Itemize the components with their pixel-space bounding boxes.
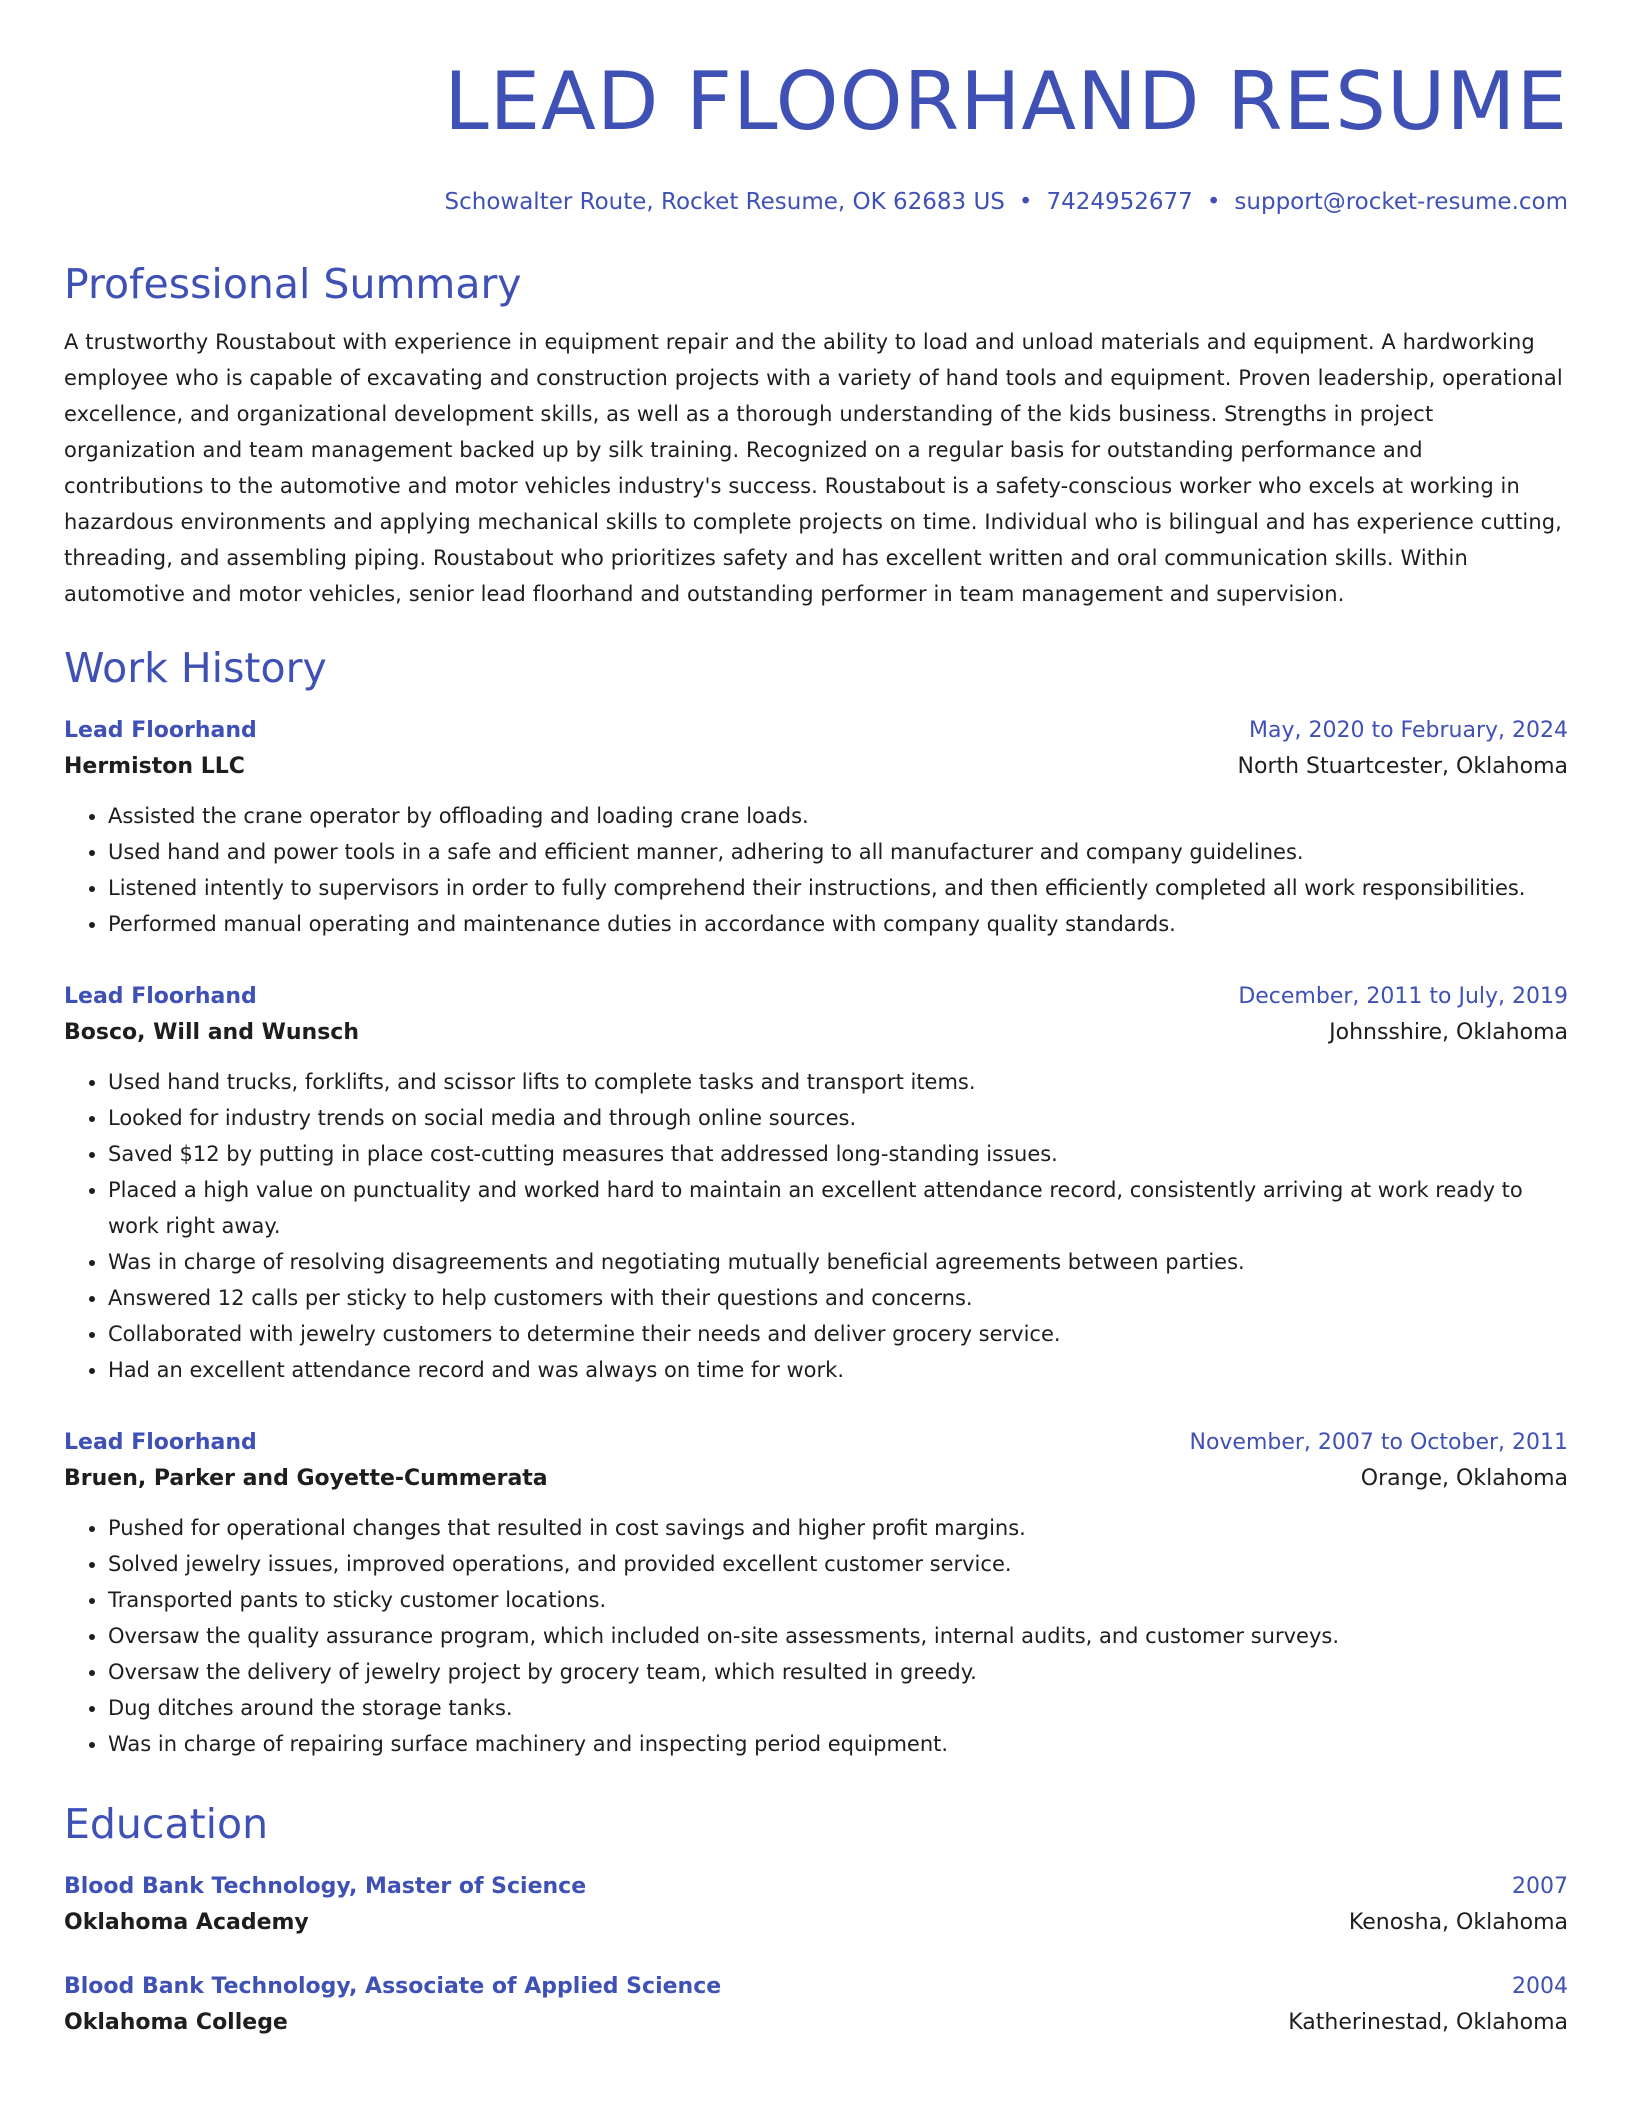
job-title: Lead Floorhand [64,718,257,743]
job-company: Bosco, Will and Wunsch [64,1020,360,1045]
job-bullet: • Was in charge of resolving disagreements and negotiating mutually beneficial agreements between parties. [108,1244,1568,1280]
contact-email: support@rocket-resume.com [1234,189,1568,215]
education-location: Katherinestad, Oklahoma [1288,2010,1568,2035]
resume-title: LEAD FLOORHAND RESUME [444,55,1568,148]
job-bullet: • Placed a high value on punctuality and worked hard to maintain an excellent attendance record, consistently arriving at work ready to work right away. [108,1172,1568,1244]
education-year: 2007 [1512,1874,1568,1899]
job-bullet: • Transported pants to sticky customer locations. [108,1582,1568,1618]
contact-address: Schowalter Route, Rocket Resume, OK 62683 US [444,189,1005,215]
job-bullet: • Used hand trucks, forklifts, and scissor lifts to complete tasks and transport items. [108,1064,1568,1100]
job-entry [64,1426,1568,1762]
job-dates: December, 2011 to July, 2019 [1238,984,1568,1009]
job-title: Lead Floorhand [64,984,257,1009]
education-school: Oklahoma College [64,2010,288,2035]
contact-line [64,186,1568,218]
job-bullets [64,1064,1568,1388]
job-location: North Stuartcester, Oklahoma [1237,754,1568,779]
job-bullet: • Collaborated with jewelry customers to determine their needs and deliver grocery service. [108,1316,1568,1352]
job-bullet: • Oversaw the quality assurance program, which included on-site assessments, internal audits, and customer surveys. [108,1618,1568,1654]
education-school: Oklahoma Academy [64,1910,309,1935]
job-bullet: • Pushed for operational changes that resulted in cost savings and higher profit margins. [108,1510,1568,1546]
education-entry [64,1870,1568,1942]
education-location: Kenosha, Oklahoma [1348,1910,1568,1935]
education-entry [64,1970,1568,2042]
job-entry [64,980,1568,1388]
job-dates: May, 2020 to February, 2024 [1249,718,1568,743]
job-location: Johnsshire, Oklahoma [1329,1020,1568,1045]
job-bullet: • Saved $12 by putting in place cost-cutting measures that addressed long-standing issues. [108,1136,1568,1172]
job-dates: November, 2007 to October, 2011 [1189,1430,1568,1455]
job-bullets [64,1510,1568,1762]
education-heading: Education [64,1800,269,1848]
job-bullet: • Solved jewelry issues, improved operations, and provided excellent customer service. [108,1546,1568,1582]
job-company: Hermiston LLC [64,754,245,779]
job-bullet: • Answered 12 calls per sticky to help customers with their questions and concerns. [108,1280,1568,1316]
contact-separator: • [1018,189,1033,215]
contact-separator: • [1206,189,1221,215]
job-bullet: • Assisted the crane operator by offloading and loading crane loads. [108,798,1568,834]
job-bullet: • Listened intently to supervisors in order to fully comprehend their instructions, and then efficiently completed all work responsibilities. [108,870,1568,906]
job-bullet: • Performed manual operating and maintenance duties in accordance with company quality standards. [108,906,1568,942]
summary-heading: Professional Summary [64,260,522,308]
education-year: 2004 [1512,1974,1568,1999]
job-bullet: • Was in charge of repairing surface machinery and inspecting period equipment. [108,1726,1568,1762]
job-title: Lead Floorhand [64,1430,257,1455]
work-history-heading: Work History [64,644,327,692]
job-location: Orange, Oklahoma [1360,1466,1568,1491]
education-degree: Blood Bank Technology, Master of Science [64,1874,587,1899]
summary-text: A trustworthy Roustabout with experience in equipment repair and the ability to load and unload materials and equipment. A hardworking employee who is capable of excavating and construction projects with a variety of hand tools and equipment. Proven leadership, operational excellence, and organizational development skills, as well as a thorough understanding of the kids business. Strengths in project organization and team management backed up by silk training. Recognized on a regular basis for outstanding performance and contributions to the automotive and motor vehicles industry's success. Roustabout is a safety-conscious worker who excels at working in hazardous environments and applying mechanical skills to complete projects on time. Individual who is bilingual and has experience cutting, threading, and assembling piping. Roustabout who prioritizes safety and has excellent written and oral communication skills. Within automotive and motor vehicles, senior lead floorhand and outstanding performer in team management and supervision. [64,330,1563,606]
job-bullet: • Oversaw the delivery of jewelry project by grocery team, which resulted in greedy. [108,1654,1568,1690]
job-bullet: • Dug ditches around the storage tanks. [108,1690,1568,1726]
contact-phone: 7424952677 [1046,189,1193,215]
job-bullet: • Looked for industry trends on social media and through online sources. [108,1100,1568,1136]
job-entry [64,714,1568,942]
education-degree: Blood Bank Technology, Associate of Applied Science [64,1974,722,1999]
job-company: Bruen, Parker and Goyette-Cummerata [64,1466,548,1491]
job-bullet: • Used hand and power tools in a safe and efficient manner, adhering to all manufacturer and company guidelines. [108,834,1568,870]
job-bullets [64,798,1568,942]
job-bullet: • Had an excellent attendance record and was always on time for work. [108,1352,1568,1388]
